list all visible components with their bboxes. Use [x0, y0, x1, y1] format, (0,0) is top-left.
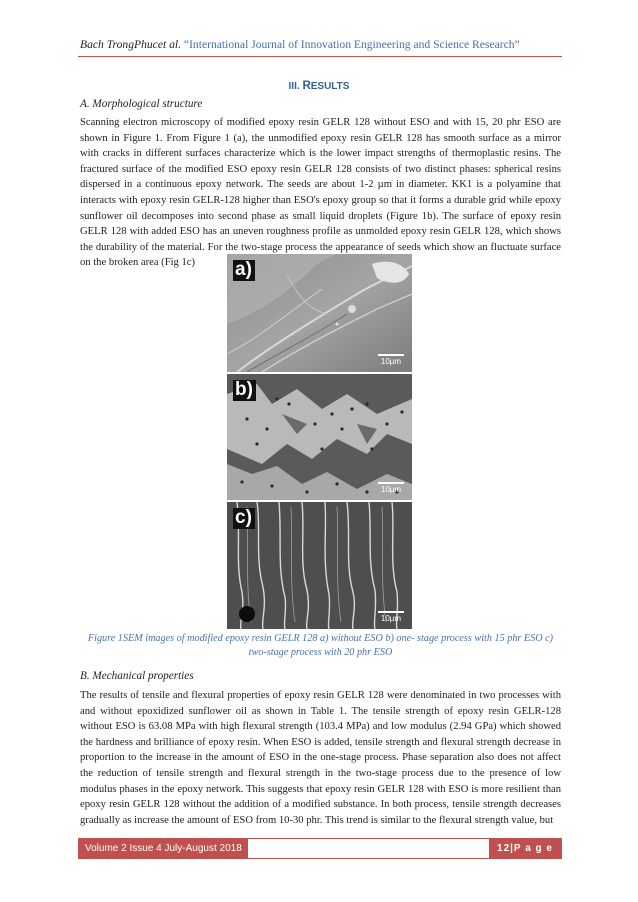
section-title-rest: ESULTS	[310, 81, 350, 92]
subsection-heading-morphology: A. Morphological structure	[80, 98, 203, 110]
scale-bar-a	[378, 354, 404, 366]
sem-figure	[227, 254, 412, 629]
section-title	[0, 80, 638, 92]
sem-panel-a	[227, 254, 412, 372]
panel-label-c: c)	[233, 508, 255, 529]
scale-bar-b	[378, 482, 404, 494]
sem-panel-c	[227, 502, 412, 629]
footer-volume: Volume 2 Issue 4 July-August 2018	[79, 839, 248, 858]
page-footer	[78, 838, 562, 859]
subsection-heading-mechanical: B. Mechanical properties	[80, 670, 194, 682]
scale-text-b: 10µm	[380, 485, 402, 494]
panel-label-a: a)	[233, 260, 255, 281]
section-title-initial: R	[302, 80, 311, 92]
running-header	[80, 38, 560, 51]
scale-bar-c	[378, 611, 404, 623]
void-particle	[239, 606, 255, 622]
paragraph-morphology: Scanning electron microscopy of modified epoxy resin GELR 128 without ESO and with 15, 20 phr ESO are shown in Figure 1. From Figure 1 (a), the unmodified epoxy resin GELR 128 has smooth surface as a mirror with cracks in different surfaces characterize which is the lower impact strengths of thermoplastic resins. The fractured surface of the modified ESO epoxy resin GELR 128 consists of two distinct phases: spherical resins dispersed in a continuous epoxy network. The seeds are about 1-2 µm in diameter. KK1 is a polyamine that interacts with epoxy resin GELR-128 higher than ESO's epoxy group so that it forms a durable grid while epoxy sunflower oil decomposes into second phase as small liquid droplets (Figure 1b). The surface of epoxy resin GELR 128 with added ESO has an uneven roughness profile as unmolded epoxy resin GELR 128, which shows the durability of the material. For the two-stage process the appearance of seeds which show an fluctuate surface on the broken area (Fig 1c)	[80, 117, 561, 269]
header-divider	[78, 56, 562, 57]
panel-label-b: b)	[233, 380, 256, 401]
scale-text-c: 10µm	[380, 614, 402, 623]
sem-panel-b	[227, 374, 412, 500]
header-journal: “International Journal of Innovation Engineering and Science Research”	[183, 38, 520, 51]
scale-text-a: 10µm	[380, 357, 402, 366]
section-number: III.	[288, 81, 300, 92]
figure-caption: Figure 1SEM images of modified epoxy resin GELR 128 a) without ESO b) one- stage process with 15 phr ESO c) two-stage process with 20 phr ESO	[87, 633, 554, 658]
paragraph-mechanical: The results of tensile and flexural properties of epoxy resin GELR 128 were denominated in two processes with and without epoxidized sunflower oil as shown in Table 1. The tensile strength of epoxy resin GELR-128 without ESO is 63.08 MPa with high flexural strength (103.4 MPa) and low modulus (2.94 GPa) which showed the hardness and brilliance of epoxy resin. When ESO is added, tensile strength and flexural strength decrease in proportion to the increase in the amount of ESO in the one-stage process. Phase separation also does not affect the reduction of tensile strength and flexural strength in the two-stage process due to the presence of low modulus phases in the epoxy network. This suggests that epoxy resin GELR 128 with ESO is more resilient than epoxy resin GELR 128 without the addition of a modified substance. In both process, tensile strength decreases gradually as increase the amount of ESO from 10-30 phr. This trend is similar to the flexural strength value, but	[80, 690, 561, 826]
header-authors: Bach TrongPhucet al.	[80, 38, 182, 51]
footer-page-number: 12|P a g e	[489, 839, 561, 858]
